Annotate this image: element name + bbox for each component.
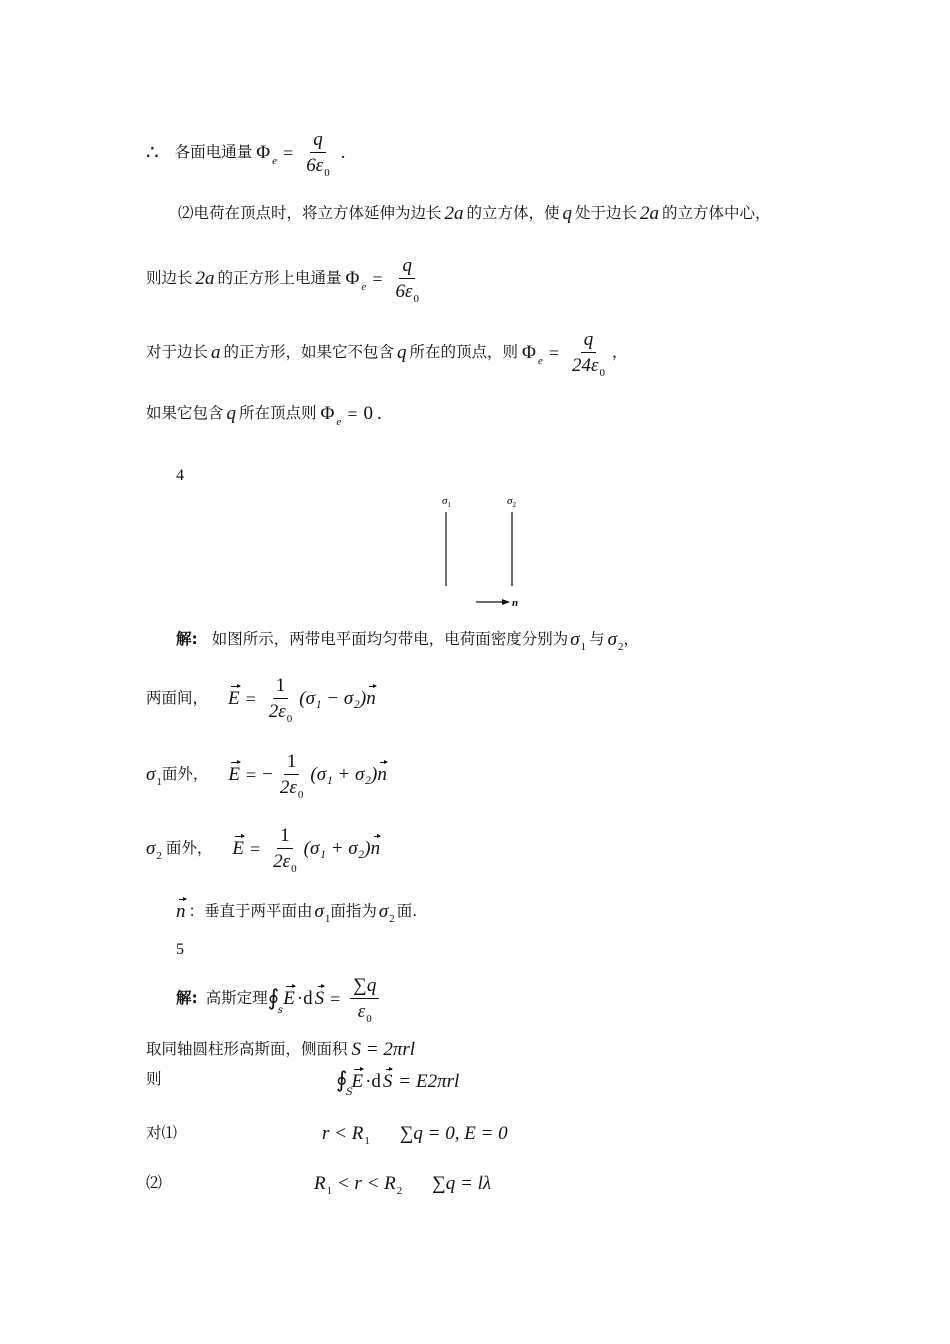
fraction: $\frac{1}{2\varepsilon_0}$ [268,675,293,725]
therefore-symbol: ∴ [146,141,159,164]
case-2-expr: $R_1 < r < R_2$ ∑q = lλ [314,1173,492,1197]
problem-number-4: 4 [176,467,184,484]
then-line: 则 [146,1070,162,1088]
case-2-label: ⑵ [146,1175,163,1192]
sigma2-label: $\sigma_2$ [507,495,516,509]
two-planes-figure [430,488,540,612]
solution-4-intro: 解: 如图所示，两带电平面均匀带电，电荷面密度分别为 $\sigma_1$ 与 $\sigma_2$ ， [176,629,639,653]
line-square-flux: 则边长 2a 的正方形上电通量 Φ $_e$ = $\frac{q}{6\varepsilon_0}$ [146,256,426,301]
closed-integral-icon: ∮ S [336,1068,353,1098]
sigma1-label: $\sigma_1$ [442,495,451,509]
line-side-a-square: 对于边长 a 的正方形，如果它不包含 q 所在的顶点，则 Φ $_e$ = $\frac{q}{24\varepsilon_0}$ ， [146,329,628,379]
fraction: $\frac{\sum q}{\varepsilon_0}$ [350,976,379,1021]
then-integral: ∮ S E ·d S = E2πrl [336,1068,460,1098]
normal-label: n [512,597,519,609]
fraction: $\frac{q}{6\varepsilon_0}$ [306,129,330,179]
fraction: $\frac{1}{2\varepsilon_0}$ [279,751,304,801]
field-outside-sigma2: $\sigma_2$ 面外， E = $\frac{1}{2\varepsilon_0}$ (σ₁ + σ₂) n [146,825,381,875]
arrow-head-icon [502,599,510,605]
case-1-expr: $r < R_1$ ∑q = 0, E = 0 [322,1123,508,1147]
normal-direction-note: n ：垂直于两平面由 $\sigma_1$ 面指为 $\sigma_2$ 面. [176,901,418,925]
solution-5-gauss-law: 解: 高斯定理 ∮ s E ·d S = $\frac{\sum q}{\varepsilon_0}$ [176,976,383,1021]
line-contains-vertex: 如果它包含 q 所在顶点则 Φ $_e$ = 0 . [146,403,382,428]
closed-integral-icon: ∮ s [267,985,283,1016]
gauss-surface-line: 取同轴圆柱形高斯面，侧面积 S = 2πrl [146,1039,416,1060]
fraction: $\frac{q}{6\varepsilon_0}$ [395,255,419,305]
line-flux-each-face: ∴ 各面电通量 Φ $_e$ = $\frac{q}{6\varepsilon_0}$ . [146,129,346,179]
field-between-planes: 两面间， E = $\frac{1}{2\varepsilon_0}$ (σ₁ − σ₂) n [146,675,376,725]
fraction: $\frac{1}{2\varepsilon_0}$ [273,825,297,875]
problem-number-5: 5 [176,941,184,958]
fraction: $\frac{q}{24\varepsilon_0}$ [571,329,605,379]
field-outside-sigma1: $\sigma_1$ 面外， E = − $\frac{1}{2\varepsilon_0}$ (σ₁ + σ₂) n [146,751,387,801]
line-charge-at-vertex: ⑵电荷在顶点时，将立方体延伸为边长 2a 的立方体，使 q 处于边长 2a 的立方体中心， [178,203,771,224]
case-1-label: 对⑴ [146,1124,178,1142]
